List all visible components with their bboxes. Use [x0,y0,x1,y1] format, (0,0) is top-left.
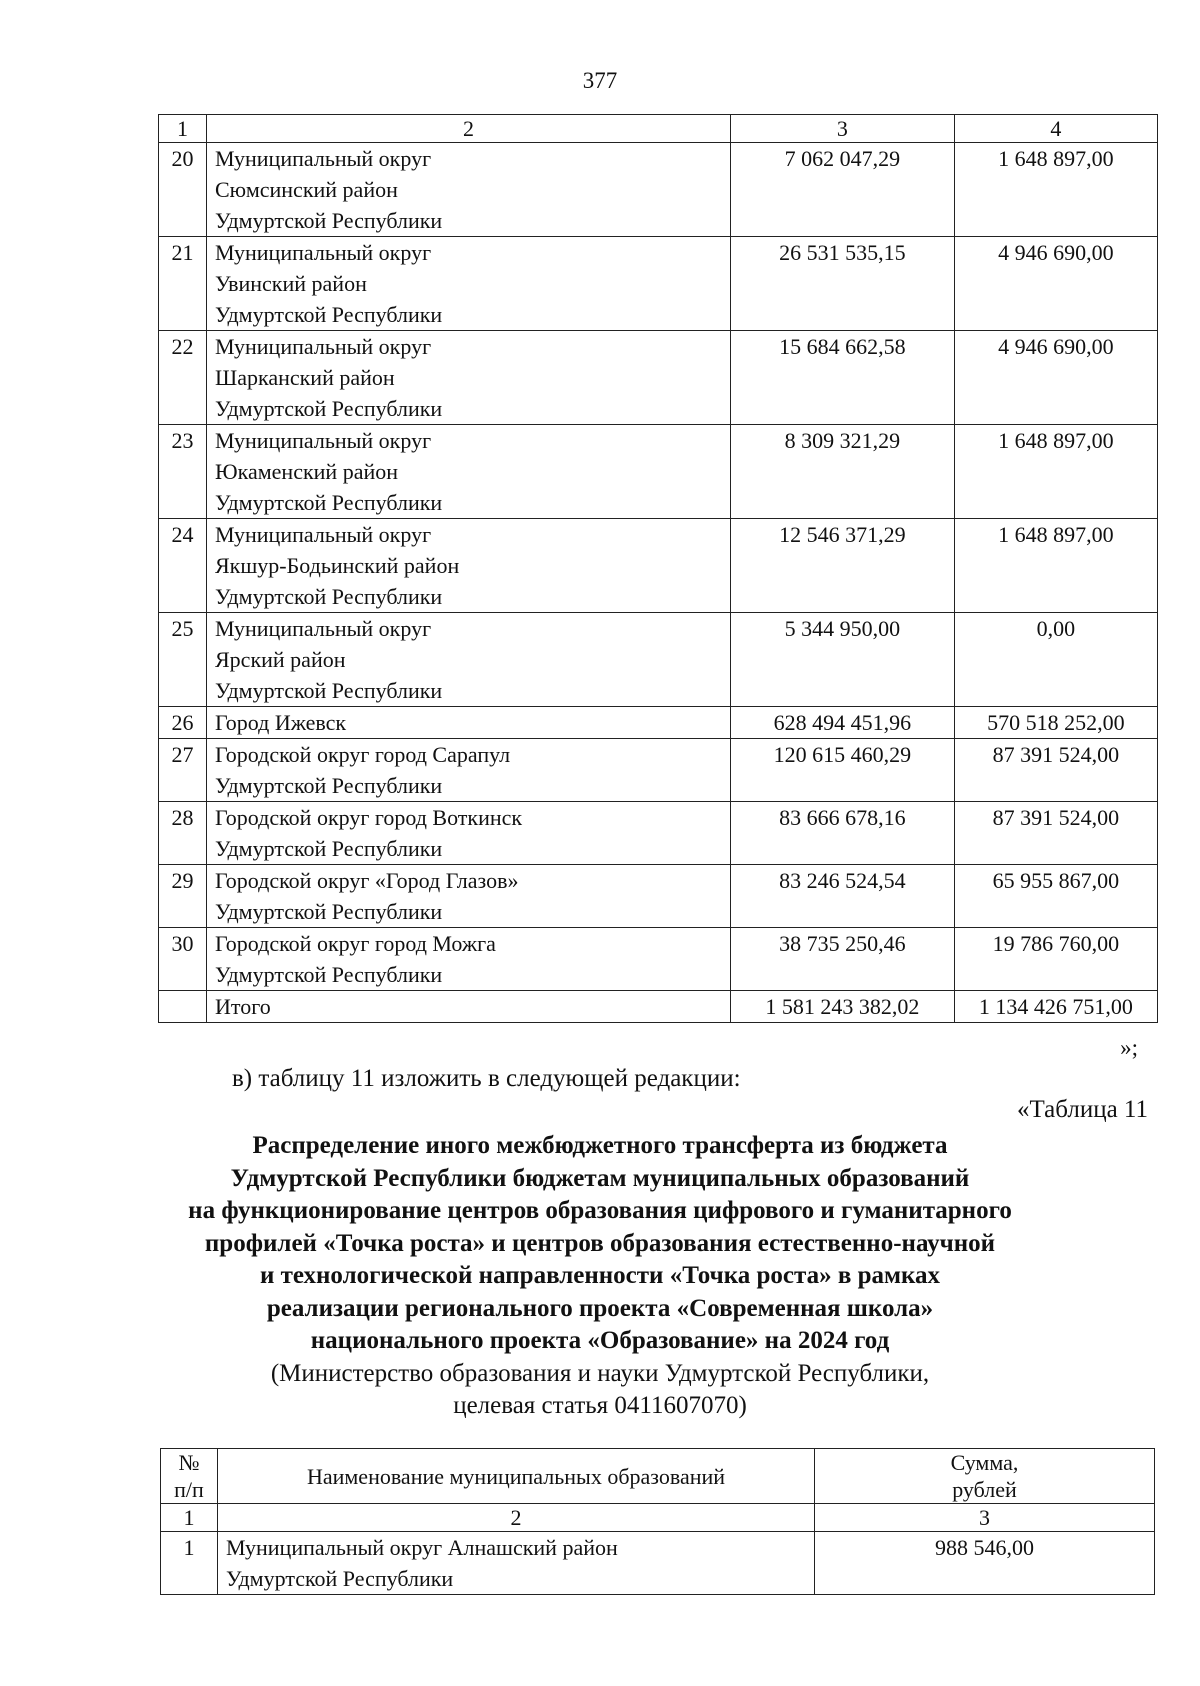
amount-col3: 83 246 524,54 [731,865,955,928]
table-row [159,143,1158,237]
name-line: Удмуртской Республики [215,773,443,798]
name-line: Муниципальный округ [215,428,432,453]
amount-col4: 19 786 760,00 [954,928,1157,991]
header-cell-name: Наименование муниципальных образований [218,1449,815,1504]
municipality-name [218,1532,815,1595]
table-row [159,928,1158,991]
table-row [159,707,1158,739]
amount-col4: 1 648 897,00 [954,143,1157,237]
name-line: Шарканский район [215,365,395,390]
amount-col4: 1 648 897,00 [954,425,1157,519]
row-number: 21 [159,237,207,331]
closing-quote: »; [1120,1035,1138,1060]
table-row [159,331,1158,425]
amount-col4: 65 955 867,00 [954,865,1157,928]
total-empty-cell [159,991,207,1023]
row-number: 28 [159,802,207,865]
amount-col3: 38 735 250,46 [731,928,955,991]
column-number: 1 [159,115,207,143]
page-number: 377 [582,68,618,93]
name-line: Удмуртской Республики [215,962,443,987]
name-line: Муниципальный округ [215,522,432,547]
name-line: Удмуртской Республики [215,208,443,233]
table-row [159,613,1158,707]
name-line: Городской округ «Город Глазов» [215,868,519,893]
table-heading [60,1130,1140,1358]
heading-line: на функционирование центров образования цифрового и гуманитарного [188,1197,1012,1224]
table-reference: «Таблица 11 [1017,1096,1148,1123]
name-line: Удмуртской Республики [226,1566,454,1591]
subtitle-line: целевая статья 0411607070) [453,1392,747,1419]
row-number: 29 [159,865,207,928]
heading-line: реализации регионального проекта «Современная школа» [266,1294,934,1322]
amount-col3: 15 684 662,58 [731,331,955,425]
table-subtitle [60,1358,1140,1422]
table-row [159,519,1158,613]
table-row [159,739,1158,802]
heading-line: и технологической направленности «Точка роста» в рамках [259,1262,941,1289]
table-column-numbers-row [161,1504,1155,1532]
total-label: Итого [207,991,731,1023]
amendment-instruction: в) таблицу 11 изложить в следующей редакции: [232,1065,741,1092]
header-cell-sum: Сумма, рублей [815,1449,1155,1504]
total-col4: 1 134 426 751,00 [954,991,1157,1023]
amount-col3: 26 531 535,15 [731,237,955,331]
municipality-name [207,865,731,928]
amount-col3: 7 062 047,29 [731,143,955,237]
name-line: Ярский район [215,647,346,672]
name-line: Якшур-Бодьинский район [215,553,460,578]
subtitle-line: (Министерство образования и науки Удмуртской Республики, [270,1360,930,1387]
municipality-name [207,613,731,707]
row-number: 22 [159,331,207,425]
column-number: 3 [815,1504,1155,1532]
row-number: 27 [159,739,207,802]
allocation-table-11 [160,1448,1155,1595]
name-line: Удмуртской Республики [215,836,443,861]
amount-col3: 628 494 451,96 [731,707,955,739]
name-line: Удмуртской Республики [215,302,443,327]
municipality-name [207,237,731,331]
amount-col4: 87 391 524,00 [954,739,1157,802]
heading-line: профилей «Точка роста» и центров образования естественно-научной [204,1229,996,1257]
name-line: Удмуртской Республики [215,396,443,421]
row-number: 30 [159,928,207,991]
row-number: 24 [159,519,207,613]
allocation-table-continued [158,114,1158,1023]
heading-line: Распределение иного межбюджетного трансферта из бюджета [252,1132,948,1159]
name-line: Удмуртской Республики [215,678,443,703]
name-line: Удмуртской Республики [215,490,443,515]
table-row [159,802,1158,865]
municipality-name [207,739,731,802]
row-number: 23 [159,425,207,519]
amount-col3: 12 546 371,29 [731,519,955,613]
name-line: Увинский район [215,271,367,296]
table-row [159,865,1158,928]
row-number: 20 [159,143,207,237]
heading-line: национального проекта «Образование» на 2024 год [310,1327,890,1354]
amount-sum: 988 546,00 [815,1532,1155,1595]
name-line: Городской округ город Воткинск [215,805,523,830]
row-number: 26 [159,707,207,739]
name-line: Муниципальный округ [215,616,432,641]
name-line: Муниципальный округ Алнашский район [226,1535,618,1560]
column-number: 2 [207,115,731,143]
amount-col3: 5 344 950,00 [731,613,955,707]
amount-col4: 4 946 690,00 [954,331,1157,425]
amount-col4: 0,00 [954,613,1157,707]
amount-col3: 83 666 678,16 [731,802,955,865]
column-number: 3 [731,115,955,143]
column-number: 1 [161,1504,218,1532]
amount-col4: 1 648 897,00 [954,519,1157,613]
municipality-name [207,331,731,425]
table-column-numbers-row [159,115,1158,143]
amount-col3: 120 615 460,29 [731,739,955,802]
municipality-name [207,707,731,739]
name-line: Юкаменский район [215,459,399,484]
amount-col4: 4 946 690,00 [954,237,1157,331]
amount-col4: 570 518 252,00 [954,707,1157,739]
total-col3: 1 581 243 382,02 [731,991,955,1023]
name-line: Сюмсинский район [215,177,398,202]
municipality-name [207,519,731,613]
municipality-name [207,802,731,865]
municipality-name [207,143,731,237]
table-row [161,1532,1155,1595]
name-line: Городской округ город Сарапул [215,742,511,767]
table-row [159,425,1158,519]
municipality-name [207,425,731,519]
amount-col3: 8 309 321,29 [731,425,955,519]
table-row [159,237,1158,331]
header-cell-number: № п/п [161,1449,218,1504]
row-number: 25 [159,613,207,707]
name-line: Удмуртской Республики [215,584,443,609]
name-line: Удмуртской Республики [215,899,443,924]
name-line: Муниципальный округ [215,146,432,171]
name-line: Муниципальный округ [215,240,432,265]
name-line: Город Ижевск [215,710,347,735]
column-number: 4 [954,115,1157,143]
municipality-name [207,928,731,991]
total-row [159,991,1158,1023]
heading-line: Удмуртской Республики бюджетам муниципальных образований [230,1164,970,1192]
name-line: Городской округ город Можга [215,931,496,956]
amount-col4: 87 391 524,00 [954,802,1157,865]
name-line: Муниципальный округ [215,334,432,359]
row-number: 1 [161,1532,218,1595]
table-header-row [161,1449,1155,1504]
column-number: 2 [218,1504,815,1532]
